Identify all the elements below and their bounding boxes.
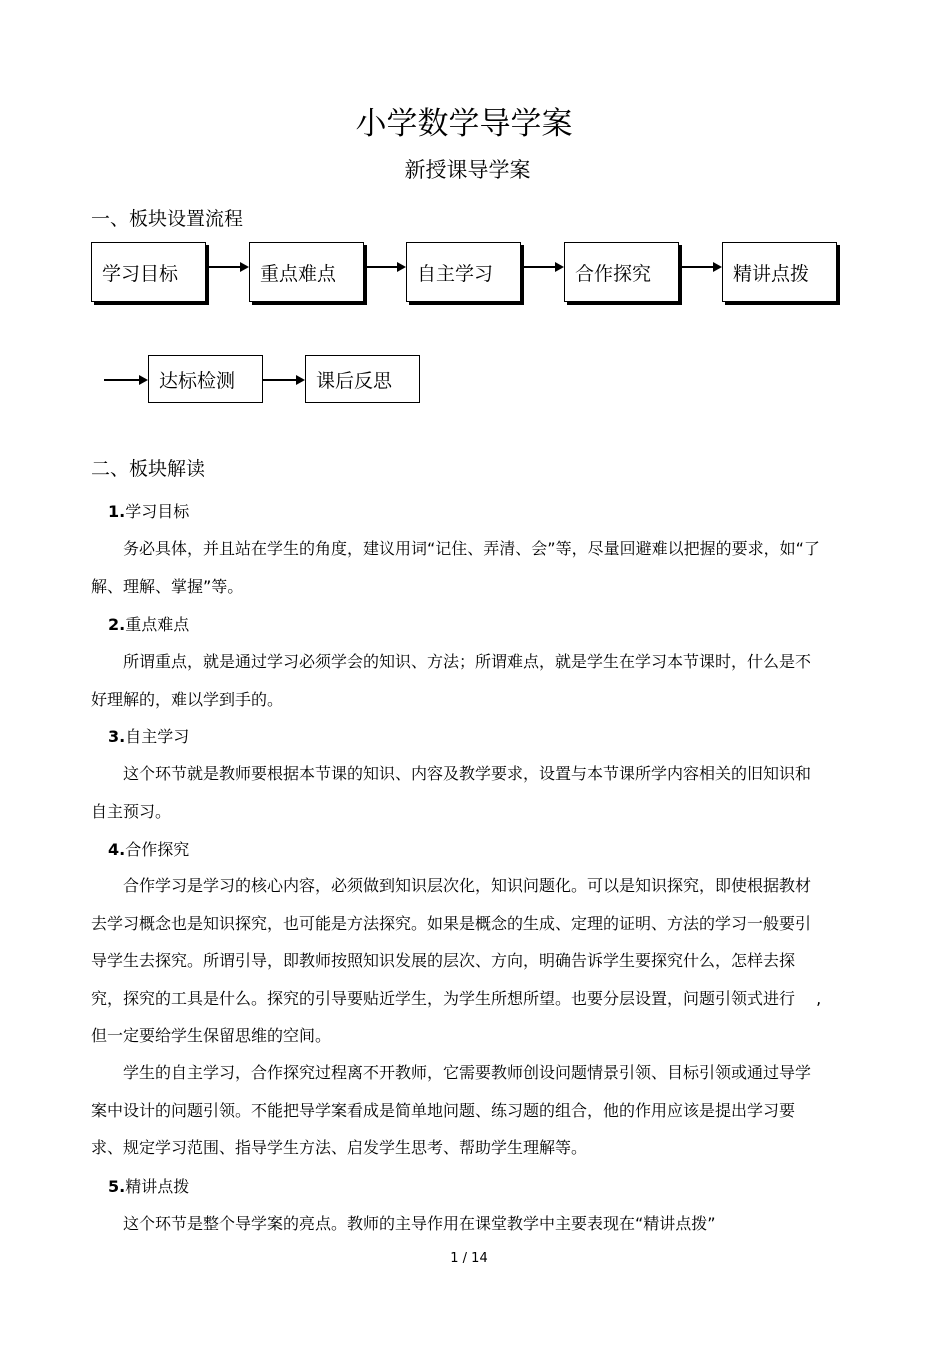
flow-arrow bbox=[521, 262, 564, 272]
document-subtitle: 新授课导学案 bbox=[404, 158, 531, 182]
item-number: 2. bbox=[108, 615, 126, 634]
paragraph: 务必具体，并且站在学生的角度，建议用词“记住、弄清、会”等，尽量回避难以把握的要求，如“了解、理解、掌握”等。 bbox=[91, 539, 820, 596]
paragraph: 这个环节就是教师要根据本节课的知识、内容及教学要求，设置与本节课所学内容相关的旧知识和自主预习。 bbox=[91, 764, 812, 821]
item-title: 学习目标 bbox=[125, 502, 190, 521]
item-number: 4. bbox=[108, 840, 126, 859]
item-title: 精讲点拨 bbox=[125, 1177, 190, 1196]
item-heading bbox=[108, 1174, 189, 1197]
paragraph: 所谓重点，就是通过学习必须学会的知识、方法；所谓难点，就是学生在学习本节课时，什么是不好理解的，难以学到手的。 bbox=[91, 652, 812, 709]
flow-box-lecture bbox=[722, 242, 837, 302]
flow-box-assessment bbox=[148, 355, 263, 403]
flow-box-label: 精讲点拨 bbox=[733, 262, 810, 285]
flow-box-self-study bbox=[406, 242, 521, 302]
document-title: 小学数学导学案 bbox=[355, 106, 573, 142]
item-title: 自主学习 bbox=[125, 727, 190, 746]
flow-arrow bbox=[364, 262, 406, 272]
item-number: 3. bbox=[108, 727, 126, 746]
paragraph: 合作学习是学习的核心内容，必须做到知识层次化，知识问题化。可以是知识探究，即使根据教材去学习概念也是知识探究，也可能是方法探究。如果是概念的生成、定理的证明、方法的学习一般要引导学生去探究。所谓引导，即教师按照知识发展的层次、方向，明确告诉学生要探究什么，怎样去探究，探究的工具是什么。探究的引导要贴近学生，为学生所想所望。也要分层设置，问题引领式进行 ,但一定要给学生保留思维的空间。 bbox=[91, 876, 822, 1046]
flow-box-label: 达标检测 bbox=[159, 369, 236, 392]
flow-box-key-points bbox=[249, 242, 364, 302]
flow-arrow bbox=[206, 262, 249, 272]
flow-box-label: 课后反思 bbox=[316, 369, 393, 392]
flow-box-label: 合作探究 bbox=[575, 262, 652, 285]
page-number: 1 / 14 bbox=[450, 1251, 488, 1266]
item-heading bbox=[108, 724, 189, 747]
item-heading bbox=[108, 499, 189, 522]
item-number: 1. bbox=[108, 502, 126, 521]
paragraph: 这个环节是整个导学案的亮点。教师的主导作用在课堂教学中主要表现在“精讲点拨” bbox=[91, 1214, 716, 1233]
item-number: 5. bbox=[108, 1177, 126, 1196]
flow-box-label: 学习目标 bbox=[102, 262, 179, 285]
flow-arrow bbox=[263, 375, 305, 385]
flow-box-label: 自主学习 bbox=[417, 262, 494, 285]
paragraph: 学生的自主学习，合作探究过程离不开教师，它需要教师创设问题情景引领、目标引领或通过导学案中设计的问题引领。不能把导学案看成是简单地问题、练习题的组合，他的作用应该是提出学习要求、规定学习范围、指导学生方法、启发学生思考、帮助学生理解等。 bbox=[91, 1063, 812, 1158]
flow-arrow bbox=[679, 262, 722, 272]
item-title: 重点难点 bbox=[125, 615, 190, 634]
flow-box-label: 重点难点 bbox=[260, 262, 337, 285]
flow-box-cooperative-inquiry bbox=[564, 242, 679, 302]
section-heading-interpretation: 二、板块解读 bbox=[91, 458, 206, 480]
item-heading bbox=[108, 612, 189, 635]
flow-box-reflection bbox=[305, 355, 420, 403]
item-heading bbox=[108, 837, 189, 860]
flow-arrow bbox=[104, 375, 148, 385]
item-title: 合作探究 bbox=[125, 840, 190, 859]
flow-box-learning-goals bbox=[91, 242, 206, 302]
section-heading-flow: 一、板块设置流程 bbox=[91, 208, 244, 230]
